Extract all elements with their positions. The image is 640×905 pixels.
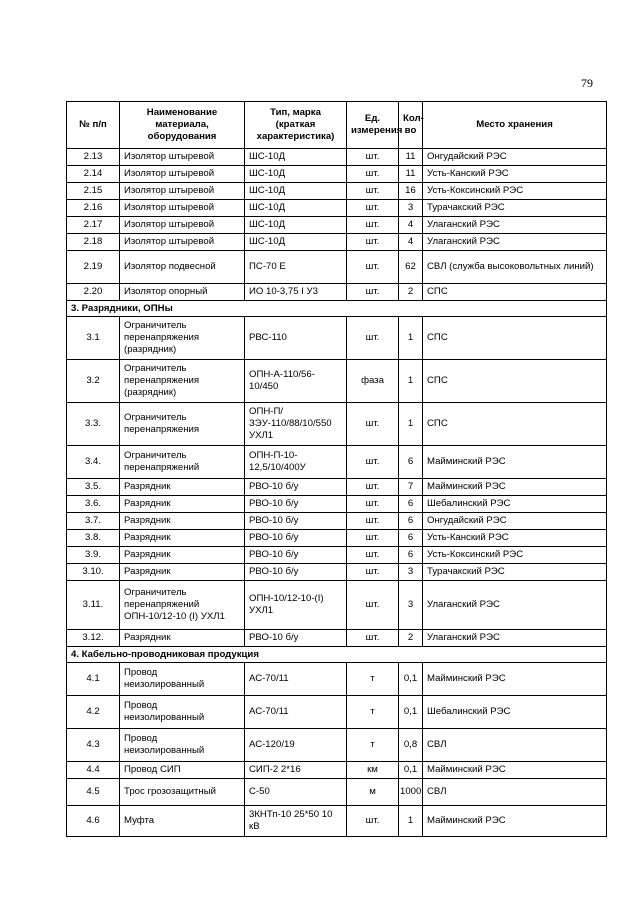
quantity: 4 [399, 217, 423, 234]
material-type: РВО-10 б/у [245, 479, 347, 496]
unit: т [347, 696, 399, 729]
material-name: Разрядник [120, 564, 245, 581]
header-name: Наименование материала, оборудования [120, 102, 245, 149]
table-body [67, 149, 607, 837]
row-number: 4.4 [67, 762, 120, 779]
unit: шт. [347, 403, 399, 446]
table-row [67, 547, 607, 564]
material-name: Провод неизолированный [120, 696, 245, 729]
row-number: 4.6 [67, 806, 120, 837]
storage-place: СПС [423, 317, 607, 360]
table-row [67, 251, 607, 284]
material-name: Изолятор штыревой [120, 166, 245, 183]
quantity: 2 [399, 284, 423, 301]
row-number: 3.9. [67, 547, 120, 564]
material-name: Ограничитель перенапряжения (разрядник) [120, 317, 245, 360]
quantity: 4 [399, 234, 423, 251]
table-header-row [67, 102, 607, 149]
row-number: 2.17 [67, 217, 120, 234]
table-row [67, 403, 607, 446]
row-number: 4.3 [67, 729, 120, 762]
unit: т [347, 729, 399, 762]
page-number: 79 [581, 76, 593, 90]
quantity: 6 [399, 446, 423, 479]
table-row [67, 234, 607, 251]
storage-place: Усть-Коксинский РЭС [423, 183, 607, 200]
unit: шт. [347, 217, 399, 234]
header-type: Тип, марка (краткая характеристика) [245, 102, 347, 149]
table-row [67, 149, 607, 166]
material-type: РВО-10 б/у [245, 513, 347, 530]
unit: шт. [347, 479, 399, 496]
quantity: 1 [399, 403, 423, 446]
material-name: Трос грозозащитный [120, 779, 245, 806]
quantity: 16 [399, 183, 423, 200]
material-type: 3КНТп-10 25*50 10 кВ [245, 806, 347, 837]
table-row [67, 317, 607, 360]
material-type: РВО-10 б/у [245, 496, 347, 513]
material-name: Муфта [120, 806, 245, 837]
row-number: 3.3. [67, 403, 120, 446]
row-number: 2.14 [67, 166, 120, 183]
quantity: 0,1 [399, 663, 423, 696]
unit: шт. [347, 166, 399, 183]
section-row [67, 647, 607, 663]
header-unit: Ед. измерения [347, 102, 399, 149]
storage-place: Майминский РЭС [423, 663, 607, 696]
material-type: ОПН-П-10-12,5/10/400У [245, 446, 347, 479]
material-name: Разрядник [120, 630, 245, 647]
storage-place: Шебалинский РЭС [423, 496, 607, 513]
table-row [67, 360, 607, 403]
material-type: С-50 [245, 779, 347, 806]
row-number: 3.6. [67, 496, 120, 513]
storage-place: Онгудайский РЭС [423, 149, 607, 166]
material-type: ОПН-А-110/56-10/450 [245, 360, 347, 403]
table-row [67, 729, 607, 762]
unit: шт. [347, 630, 399, 647]
unit: шт. [347, 284, 399, 301]
material-type: РВО-10 б/у [245, 630, 347, 647]
unit: шт. [347, 547, 399, 564]
row-number: 2.15 [67, 183, 120, 200]
quantity: 0,1 [399, 696, 423, 729]
unit: м [347, 779, 399, 806]
table-row [67, 762, 607, 779]
quantity: 7 [399, 479, 423, 496]
table-row [67, 217, 607, 234]
unit: шт. [347, 530, 399, 547]
storage-place: Усть-Коксинский РЭС [423, 547, 607, 564]
material-name: Разрядник [120, 513, 245, 530]
material-name: Изолятор опорный [120, 284, 245, 301]
quantity: 0,8 [399, 729, 423, 762]
table-row [67, 479, 607, 496]
storage-place: Улаганский РЭС [423, 630, 607, 647]
table-row [67, 696, 607, 729]
quantity: 3 [399, 200, 423, 217]
material-name: Разрядник [120, 496, 245, 513]
row-number: 3.1 [67, 317, 120, 360]
material-name: Ограничитель перенапряжений ОПН-10/12-10 (I) УХЛ1 [120, 581, 245, 630]
table-row [67, 496, 607, 513]
row-number: 3.4. [67, 446, 120, 479]
storage-place: Майминский РЭС [423, 479, 607, 496]
storage-place: СПС [423, 403, 607, 446]
row-number: 2.20 [67, 284, 120, 301]
section-title: 3. Разрядники, ОПНы [67, 301, 607, 317]
material-type: АС-70/11 [245, 696, 347, 729]
storage-place: Майминский РЭС [423, 762, 607, 779]
section-row [67, 301, 607, 317]
material-type: АС-70/11 [245, 663, 347, 696]
quantity: 6 [399, 496, 423, 513]
unit: шт. [347, 200, 399, 217]
storage-place: Турачакский РЭС [423, 200, 607, 217]
table-row [67, 284, 607, 301]
table-row [67, 581, 607, 630]
material-name: Провод СИП [120, 762, 245, 779]
storage-place: СВЛ [423, 729, 607, 762]
quantity: 11 [399, 166, 423, 183]
material-name: Разрядник [120, 530, 245, 547]
material-name: Разрядник [120, 479, 245, 496]
storage-place: СВЛ (служба высоковольтных линий) [423, 251, 607, 284]
unit: шт. [347, 234, 399, 251]
table-row [67, 446, 607, 479]
storage-place: Турачакский РЭС [423, 564, 607, 581]
row-number: 2.19 [67, 251, 120, 284]
row-number: 3.2 [67, 360, 120, 403]
material-type: ШС-10Д [245, 234, 347, 251]
quantity: 1000 [399, 779, 423, 806]
unit: шт. [347, 446, 399, 479]
row-number: 2.13 [67, 149, 120, 166]
storage-place: СПС [423, 360, 607, 403]
row-number: 3.7. [67, 513, 120, 530]
material-name: Ограничитель перенапряжения (разрядник) [120, 360, 245, 403]
material-name: Разрядник [120, 547, 245, 564]
material-type: ПС-70 Е [245, 251, 347, 284]
row-number: 4.2 [67, 696, 120, 729]
quantity: 1 [399, 317, 423, 360]
quantity: 0,1 [399, 762, 423, 779]
table-row [67, 779, 607, 806]
storage-place: СПС [423, 284, 607, 301]
material-name: Ограничитель перенапряжений [120, 446, 245, 479]
quantity: 11 [399, 149, 423, 166]
material-type: ИО 10-3,75 I У3 [245, 284, 347, 301]
material-type: ОПН-П/ЗЭУ-110/88/10/550 УХЛ1 [245, 403, 347, 446]
material-type: РВС-110 [245, 317, 347, 360]
unit: шт. [347, 806, 399, 837]
row-number: 3.5. [67, 479, 120, 496]
quantity: 62 [399, 251, 423, 284]
storage-place: Майминский РЭС [423, 446, 607, 479]
unit: шт. [347, 251, 399, 284]
table-row [67, 166, 607, 183]
row-number: 3.12. [67, 630, 120, 647]
storage-place: Майминский РЭС [423, 806, 607, 837]
material-type: ШС-10Д [245, 166, 347, 183]
material-type: ОПН-10/12-10-(I) УХЛ1 [245, 581, 347, 630]
material-type: ШС-10Д [245, 149, 347, 166]
row-number: 3.10. [67, 564, 120, 581]
material-name: Изолятор штыревой [120, 200, 245, 217]
table-row [67, 530, 607, 547]
material-name: Изолятор подвесной [120, 251, 245, 284]
unit: т [347, 663, 399, 696]
row-number: 2.16 [67, 200, 120, 217]
material-name: Провод неизолированный [120, 663, 245, 696]
quantity: 1 [399, 806, 423, 837]
unit: шт. [347, 149, 399, 166]
table-row [67, 630, 607, 647]
storage-place: Онгудайский РЭС [423, 513, 607, 530]
unit: фаза [347, 360, 399, 403]
storage-place: Улаганский РЭС [423, 234, 607, 251]
header-qty: Кол-во [399, 102, 423, 149]
quantity: 1 [399, 360, 423, 403]
unit: шт. [347, 581, 399, 630]
unit: шт. [347, 183, 399, 200]
unit: шт. [347, 496, 399, 513]
material-name: Провод неизолированный [120, 729, 245, 762]
table-row [67, 183, 607, 200]
row-number: 2.18 [67, 234, 120, 251]
unit: шт. [347, 564, 399, 581]
storage-place: Усть-Канский РЭС [423, 530, 607, 547]
quantity: 3 [399, 581, 423, 630]
quantity: 6 [399, 547, 423, 564]
row-number: 3.8. [67, 530, 120, 547]
table-row [67, 200, 607, 217]
table-row [67, 564, 607, 581]
storage-place: СВЛ [423, 779, 607, 806]
material-type: СИП-2 2*16 [245, 762, 347, 779]
storage-place: Улаганский РЭС [423, 581, 607, 630]
header-num: № п/п [67, 102, 120, 149]
row-number: 4.1 [67, 663, 120, 696]
unit: шт. [347, 317, 399, 360]
unit: шт. [347, 513, 399, 530]
material-name: Ограничитель перенапряжения [120, 403, 245, 446]
material-type: ШС-10Д [245, 183, 347, 200]
material-type: РВО-10 б/у [245, 564, 347, 581]
row-number: 4.5 [67, 779, 120, 806]
material-type: РВО-10 б/у [245, 547, 347, 564]
unit: км [347, 762, 399, 779]
quantity: 3 [399, 564, 423, 581]
material-name: Изолятор штыревой [120, 217, 245, 234]
material-type: РВО-10 б/у [245, 530, 347, 547]
row-number: 3.11. [67, 581, 120, 630]
material-type: АС-120/19 [245, 729, 347, 762]
material-name: Изолятор штыревой [120, 234, 245, 251]
quantity: 6 [399, 530, 423, 547]
material-name: Изолятор штыревой [120, 183, 245, 200]
table-row [67, 663, 607, 696]
table-row [67, 513, 607, 530]
inventory-table [66, 101, 607, 837]
storage-place: Шебалинский РЭС [423, 696, 607, 729]
header-place: Место хранения [423, 102, 607, 149]
quantity: 6 [399, 513, 423, 530]
storage-place: Улаганский РЭС [423, 217, 607, 234]
material-type: ШС-10Д [245, 217, 347, 234]
section-title: 4. Кабельно-проводниковая продукция [67, 647, 607, 663]
table-row [67, 806, 607, 837]
material-name: Изолятор штыревой [120, 149, 245, 166]
storage-place: Усть-Канский РЭС [423, 166, 607, 183]
quantity: 2 [399, 630, 423, 647]
material-type: ШС-10Д [245, 200, 347, 217]
